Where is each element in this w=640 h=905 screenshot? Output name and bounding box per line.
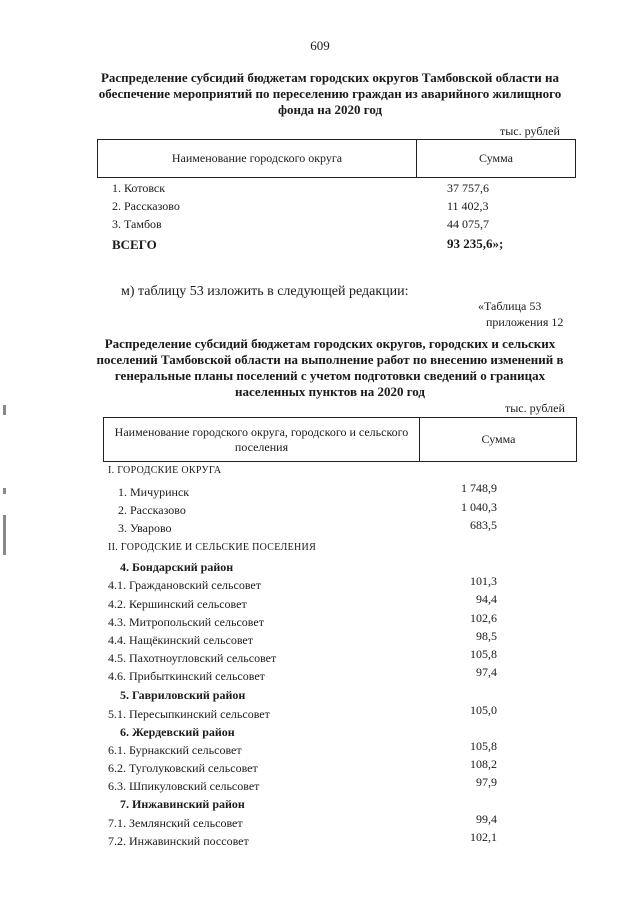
urban-row-value: 1 040,3 [461,500,497,514]
table1-row-name: 2. Рассказово [112,199,180,213]
table1-row-name: 1. Котовск [112,181,166,195]
district-title: 5. Гавриловский район [120,688,246,702]
district-title: 4. Бондарский район [120,560,234,574]
settlement-row-name: 6.2. Туголуковский сельсовет [108,761,258,775]
table1-unit: тыс. рублей [500,124,560,138]
table1-row-value: 44 075,7 [447,217,489,231]
table2-title: Распределение субсидий бюджетам городских округов, городских и сельских поселений Тамбовской области на выполнение работ по внесению изменений в генеральные планы поселений с учетом подготовки сведений о границах населенных пунктов на 2020 год [96,336,564,399]
settlement-row-name: 4.2. Кершинский сельсовет [108,597,247,611]
section-urban-districts: I. ГОРОДСКИЕ ОКРУГА [108,465,222,476]
settlement-row-value: 97,4 [476,665,497,679]
settlement-row-value: 98,5 [476,629,497,643]
urban-row-value: 683,5 [470,518,497,532]
settlement-row-name: 5.1. Пересыпкинский сельсовет [108,707,270,721]
settlement-row-name: 4.6. Прибыткинский сельсовет [108,669,265,683]
table1-total-value: 93 235,6»; [447,236,504,251]
settlement-row-value: 105,8 [470,739,497,753]
settlement-row-name: 4.3. Митропольский сельсовет [108,615,264,629]
settlement-row-value: 105,8 [470,647,497,661]
table1-row-value: 37 757,6 [447,181,489,195]
page-number: 609 [310,38,330,53]
settlement-row-name: 4.1. Граждановский сельсовет [108,578,261,592]
settlement-row-value: 102,6 [470,611,497,625]
table1-header-name: Наименование городского округа [98,140,417,177]
settlement-row-name: 7.2. Инжавинский поссовет [108,834,249,848]
settlement-row-value: 105,0 [470,703,497,717]
settlement-row-value: 94,4 [476,592,497,606]
table2-header-name: Наименование городского округа, городского и сельского поселения [104,418,420,461]
urban-row-value: 1 748,9 [461,481,497,495]
settlement-row-name: 6.1. Бурнакский сельсовет [108,743,242,757]
settlement-row-value: 97,9 [476,775,497,789]
settlement-row-value: 102,1 [470,830,497,844]
settlement-row-name: 7.1. Землянский сельсовет [108,816,243,830]
table2-unit: тыс. рублей [505,401,565,415]
settlement-row-value: 101,3 [470,574,497,588]
urban-row-name: 2. Рассказово [118,503,186,517]
section-settlements: II. ГОРОДСКИЕ И СЕЛЬСКИЕ ПОСЕЛЕНИЯ [108,542,317,553]
settlement-row-value: 108,2 [470,757,497,771]
scan-margin-mark [3,515,6,555]
settlement-row-value: 99,4 [476,812,497,826]
district-title: 7. Инжавинский район [120,797,245,811]
table2-header-sum: Сумма [481,432,516,446]
table53-label-line1: «Таблица 53 [478,299,542,313]
urban-row-name: 3. Уварово [118,521,172,535]
settlement-row-name: 4.5. Пахотноугловский сельсовет [108,651,277,665]
scan-margin-mark [3,405,6,415]
table1-row-name: 3. Тамбов [112,217,162,231]
urban-row-name: 1. Мичуринск [118,485,190,499]
table2-header [103,417,577,462]
district-title: 6. Жердевский район [120,725,235,739]
settlement-row-name: 6.3. Шпикуловский сельсовет [108,779,260,793]
settlement-row-name: 4.4. Нащёкинский сельсовет [108,633,253,647]
instruction-text: м) таблицу 53 изложить в следующей редакции: [121,284,409,299]
table1-row-value: 11 402,3 [447,199,489,213]
table53-label-line2: приложения 12 [486,315,564,329]
scan-margin-mark [3,488,6,494]
table1-total-label: ВСЕГО [112,237,157,252]
table1-title: Распределение субсидий бюджетам городских округов Тамбовской области на обеспечение мероприятий по переселению граждан из аварийного жилищного фонда на 2020 год [98,70,562,117]
table1-header [97,139,576,178]
table1-header-sum: Сумма [479,151,513,165]
